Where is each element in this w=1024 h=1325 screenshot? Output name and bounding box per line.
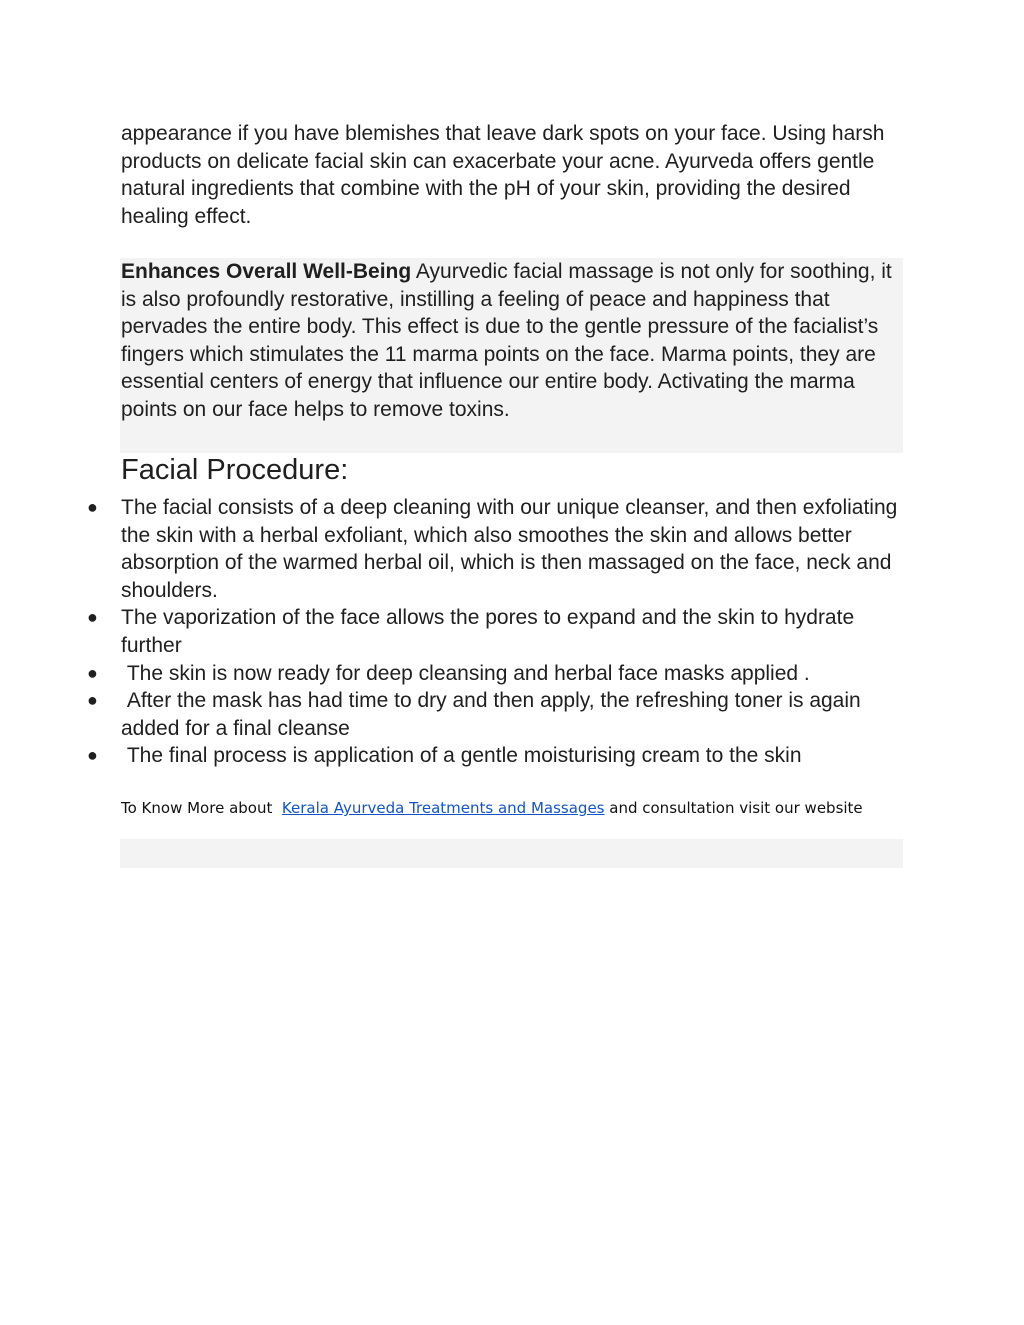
list-item [0,660,899,688]
procedure-step-text: The facial consists of a deep cleaning with our unique cleanser, and then exfoliating the skin with a herbal exfoliant, which also smoothes the skin and allows better absorption of the warmed herbal oil, which is then massaged on the face, neck and shoulders. [121,496,898,602]
list-item [0,742,899,770]
wellbeing-body: Ayurvedic facial massage is not only for soothing, it is also profoundly restorative, instilling a feeling of peace and happiness that pervades the entire body. This effect is due to the gentle pressure of the facialist’s fingers which stimulates the 11 marma points on the face. Marma points, they are essential centers of energy that influence our entire body. Activating the marma points on our face helps to remove toxins. [121,260,892,421]
bullet-icon: ● [87,690,98,711]
wellbeing-text [121,258,899,424]
bullet-icon: ● [87,607,98,628]
procedure-step-text: The skin is now ready for deep cleansing and herbal face masks applied . [121,661,810,685]
treatments-link[interactable]: Kerala Ayurveda Treatments and Massages [281,799,605,817]
list-item [0,687,899,742]
intro-paragraph: appearance if you have blemishes that leave dark spots on your face. Using harsh products on delicate facial skin can exacerbate your acne. Ayurveda offers gentle natural ingredients that combine with the pH of your skin, providing the desired healing effect. [121,122,885,228]
procedure-step-text: The final process is application of a gentle moisturising cream to the skin [121,744,802,768]
list-item [0,604,899,659]
list-item [0,494,899,604]
procedure-heading: Facial Procedure: [121,454,349,486]
wellbeing-section [120,258,903,453]
bullet-icon: ● [87,497,98,517]
bullet-icon: ● [87,745,98,766]
procedure-step-text: After the mask has had time to dry and then apply, the refreshing toner is again added for a final cleanse [121,689,867,740]
more-info-prefix: To Know More about [121,799,282,817]
procedure-step-text: The vaporization of the face allows the pores to expand and the skin to hydrate further [121,606,855,657]
wellbeing-title: Enhances Overall Well-Being [121,260,412,283]
bullet-icon: ● [87,662,98,683]
procedure-steps-list [0,494,1024,770]
more-info-line [121,797,863,819]
more-info-suffix: and consultation visit our website [604,799,863,817]
empty-shaded-block [120,839,903,868]
